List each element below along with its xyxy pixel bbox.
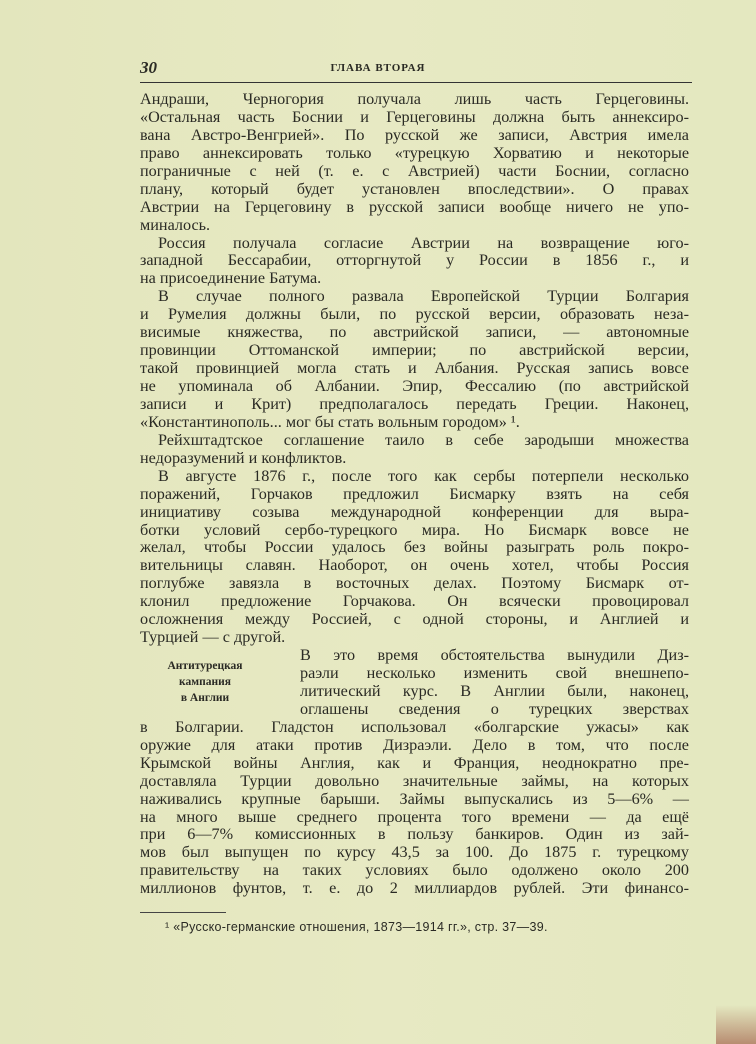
text-line: оглашены сведения о турецких зверствах [300, 699, 689, 718]
page-number: 30 [140, 58, 157, 77]
text-line: записи и Крит) предполагалось передать Греции. Наконец, [140, 394, 689, 413]
text-line: В случае полного развала Европейской Турции Болгария [158, 287, 689, 306]
text-line: плану, который будет установлен впоследствии». О правах [140, 179, 689, 198]
text-line: «Константинополь... мог бы стать вольным городом» ¹. [140, 412, 520, 431]
text-line: вительницы славян. Наоборот, он очень хотел, чтобы Россия [140, 556, 689, 575]
header-rule [140, 82, 692, 83]
text-line: Турцией — с другой. [140, 628, 286, 647]
text-line: Андраши, Черногория получала лишь часть Герцеговины. [140, 90, 689, 108]
margin-note-line: кампания [179, 676, 231, 688]
text-line: недоразумений и конфликтов. [140, 448, 347, 467]
text-line: наживались крупные барыши. Займы выпускались из 5—6% — [140, 789, 689, 808]
text-line: провинции Оттоманской империи; по австрийской версии, [140, 341, 689, 360]
margin-note-line: Антитурецкая [167, 660, 243, 672]
text-line: право аннексировать только «турецкую Хорватию и некоторые [140, 143, 689, 162]
text-line: литический курс. В Англии были, наконец, [300, 681, 689, 700]
book-edge [716, 1005, 756, 1044]
text-line: не упоминала об Албании. Эпир, Фессалию (по австрийской [140, 377, 689, 395]
text-line: желал, чтобы России удалось без войны разыграть роль покро- [140, 538, 689, 557]
text-line: Крымской войны Англия, как и Франция, неоднократно пре- [140, 753, 689, 772]
text-line: В это время обстоятельства вынудили Диз- [300, 646, 689, 665]
text-line: оружие для атаки против Дизраэли. Дело в том, что после [140, 735, 689, 754]
text-line: клонил предложение Горчакова. Он всячески провоцировал [140, 592, 689, 611]
text-line: В августе 1876 г., после того как сербы потерпели несколько [158, 466, 689, 485]
text-line: доставляла Турции довольно значительные займы, на которых [140, 771, 689, 790]
margin-note-line: в Англии [180, 692, 230, 704]
text-line: «Остальная часть Боснии и Герцеговины должна быть аннексиро- [140, 107, 689, 126]
text-line: на присоединение Батума. [140, 269, 322, 288]
text-line: поражений, Горчаков предложил Бисмарку взять на себя [140, 484, 689, 503]
text-line: и Румелия должны были, по русской версии, образовать неза- [140, 305, 689, 324]
text-line: раэли несколько изменить свой внешнепо- [300, 664, 689, 682]
footnote: ¹ «Русско-германские отношения, 1873—1914 гг.», стр. 37—39. [165, 920, 548, 934]
text-line: мов был выпущен по курсу 43,5 за 100. До 1875 г. турецкому [140, 843, 689, 862]
text-line: инициативу созыва международной конференции для выра- [140, 502, 689, 521]
text-line: такой провинцией могла стать и Албания. Русская запись вовсе [140, 359, 689, 378]
text-line: западной Бессарабии, отторгнутой у России в 1856 г., и [140, 251, 689, 270]
text-line: поглубже завязла в восточных делах. Поэтому Бисмарк от- [140, 574, 689, 593]
running-title: ГЛАВА ВТОРАЯ [330, 62, 426, 74]
text-line: осложнения между Россией, с одной стороны, и Англией и [140, 610, 689, 629]
footnote-rule [140, 912, 226, 913]
body-text [140, 91, 689, 898]
text-line: при 6—7% комиссионных в пользу банкиров. Один из зай- [140, 825, 689, 844]
text-line: на много выше среднего процента того времени — да ещё [140, 807, 689, 826]
text-line: пограничные с ней (т. е. с Австрией) части Боснии, согласно [140, 161, 689, 180]
text-line: миналось. [140, 215, 211, 234]
text-line: ботки условий сербо-турецкого мира. Но Бисмарк вовсе не [140, 520, 689, 539]
text-line: в Болгарии. Гладстон использовал «болгарские ужасы» как [140, 717, 689, 736]
text-line: правительству на таких условиях было одолжено около 200 [140, 861, 689, 880]
text-line: Россия получала согласие Австрии на возвращение юго- [158, 233, 689, 252]
text-line: Австрии на Герцеговину в русской записи вообще ничего не упо- [140, 197, 689, 216]
text-line: вана Австро-Венгрией». По русской же записи, Австрия имела [140, 125, 689, 144]
text-line: Рейхштадтское соглашение таило в себе зародыши множества [158, 430, 689, 449]
text-line: висимые княжества, по австрийской записи, — автономные [140, 323, 689, 342]
text-line: миллионов фунтов, т. е. до 2 миллиардов рублей. Эти финансо- [140, 879, 689, 898]
